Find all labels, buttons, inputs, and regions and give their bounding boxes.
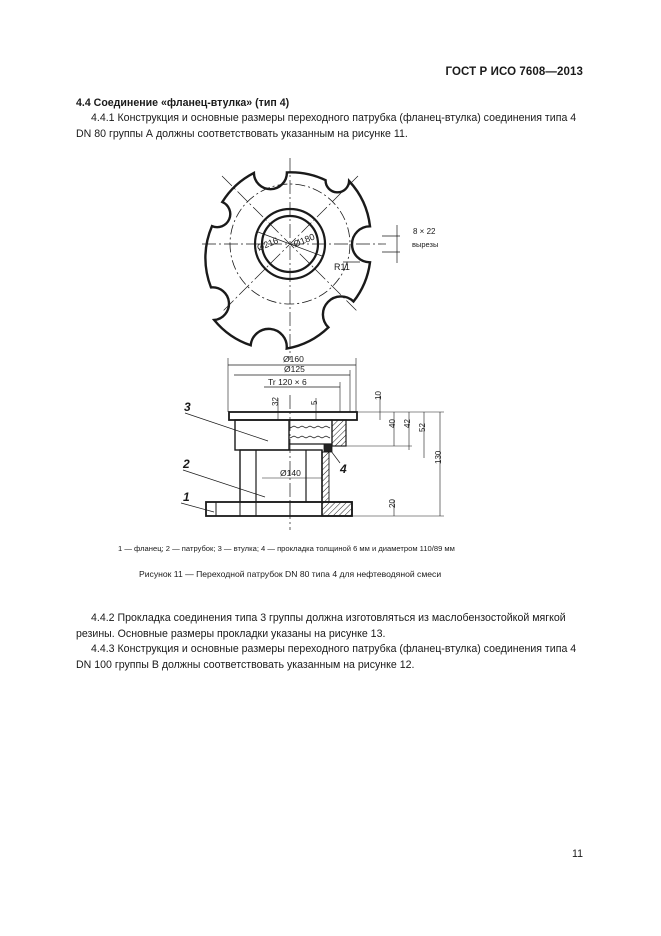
dim-h32-left: 32 [271, 397, 280, 406]
paragraph-4-4-1: 4.4.1 Конструкция и основные размеры переходного патрубка (фланец-втулка) соединения типа 4 DN 80 группы А должны соответствовать указанным на рисунке 11. [76, 112, 577, 140]
dim-h20: 20 [388, 499, 397, 508]
dim-h52: 52 [418, 423, 427, 432]
figure-legend: 1 — фланец; 2 — патрубок; 3 — втулка; 4 — прокладка толщиной 6 мм и диаметром 110/89 мм [118, 544, 455, 553]
side-view [181, 358, 444, 530]
dim-d160: Ø160 [283, 354, 304, 364]
dim-h10: 10 [374, 391, 383, 400]
top-view [202, 158, 400, 360]
dim-d125: Ø125 [284, 364, 305, 374]
standard-header: ГОСТ Р ИСО 7608—2013 [445, 66, 583, 78]
dim-h5: 5 [310, 400, 319, 405]
dim-h42: 42 [403, 419, 412, 428]
callout-1: 1 [183, 490, 190, 504]
slots-label: вырезы [412, 240, 439, 249]
dim-d140: Ø140 [280, 468, 301, 478]
callout-3: 3 [184, 400, 191, 414]
paragraph-4-4-3: 4.4.3 Конструкция и основные размеры переходного патрубка (фланец-втулка) соединения типа 4 DN 100 группы В должны соответствовать указанным на рисунке 12. [76, 643, 577, 671]
slots-count: 8 × 22 [413, 227, 436, 236]
dim-inner-diameter: Ø180 [292, 231, 317, 250]
callout-4: 4 [340, 462, 347, 476]
callout-2: 2 [183, 457, 190, 471]
section-title: 4.4 Соединение «фланец-втулка» (тип 4) [76, 97, 290, 109]
dim-h40: 40 [388, 419, 397, 428]
dim-outer-diameter: Ø216 [255, 235, 280, 253]
dim-h130: 130 [434, 450, 443, 464]
dim-radius: R11 [334, 262, 350, 272]
paragraph-4-4-2: 4.4.2 Прокладка соединения типа 3 группы должна изготовляться из маслобензостойкой мягкой резины. Основные размеры прокладки указаны на рисунке 13. [76, 612, 566, 640]
figure-caption: Рисунок 11 — Переходной патрубок DN 80 типа 4 для нефтеводяной смеси [139, 569, 442, 579]
page-number: 11 [572, 848, 583, 860]
dim-thread: Tr 120 × 6 [268, 377, 307, 387]
